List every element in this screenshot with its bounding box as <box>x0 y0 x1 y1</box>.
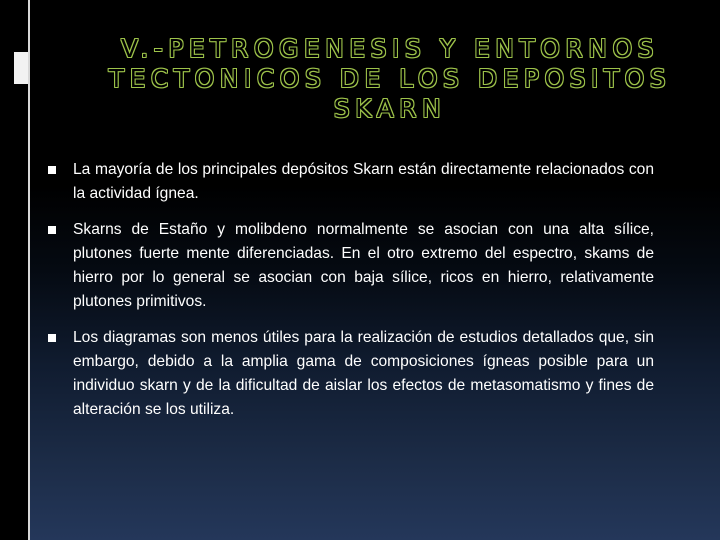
accent-block <box>14 52 28 84</box>
bullet-list <box>48 158 654 434</box>
slide-title <box>60 34 720 124</box>
bullet-item <box>48 326 654 422</box>
bullet-text: Los diagramas son menos útiles para la realización de estudios detallados que, sin embargo, debido a la amplia gama de composiciones ígneas posible para un individuo skarn y de la dificultad de aislar los efectos de metasomatismo y fines de alteración se los utiliza. <box>73 329 654 418</box>
square-bullet-icon <box>48 334 56 342</box>
title-line: SKARN <box>333 94 447 123</box>
bullet-text: La mayoría de los principales depósitos Skarn están directamente relacionados con la actividad ígnea. <box>73 161 654 202</box>
title-line: TECTONICOS DE LOS DEPOSITOS <box>108 64 672 93</box>
title-line: V.-PETROGENESIS Y ENTORNOS <box>120 34 660 63</box>
bullet-text: Skarns de Estaño y molibdeno normalmente se asocian con una alta sílice, plutones fuerte mente diferenciadas. En el otro extremo del espectro, skams de hierro por lo general se asocian con baja sílice, ricos en hierro, relativamente plutones primitivos. <box>73 221 654 310</box>
square-bullet-icon <box>48 226 56 234</box>
bullet-item <box>48 158 654 206</box>
bullet-item <box>48 218 654 314</box>
square-bullet-icon <box>48 166 56 174</box>
